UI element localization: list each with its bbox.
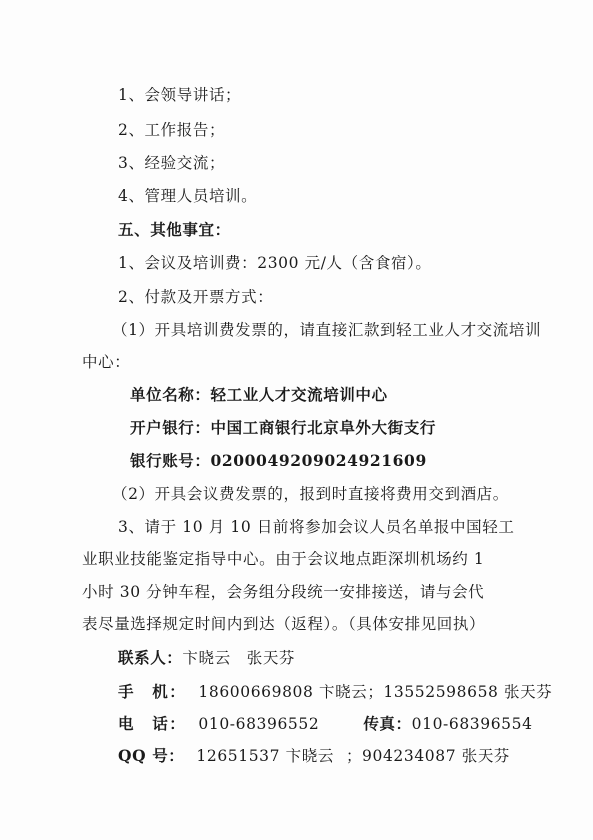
qq-value-2: ；904234087 张天芬 xyxy=(345,747,511,765)
item3-line4: 表尽量选择规定时间内到达（返程）。（具体安排见回执） xyxy=(82,615,486,633)
payment-p1-line1: （1）开具培训费发票的，请直接汇款到轻工业人才交流培训 xyxy=(112,321,542,339)
phone-value: 010-68396552 xyxy=(198,715,320,733)
agenda-item-1: 1、会领导讲话； xyxy=(118,86,242,104)
payment-p2: （2）开具会议费发票的，报到时直接将费用交到酒店。 xyxy=(112,485,509,503)
mobile-value-1: 18600669808 卞晓云 xyxy=(198,683,368,701)
payment-p1-line2: 中心： xyxy=(82,353,131,371)
agenda-item-3: 3、经验交流； xyxy=(118,154,226,172)
unit-name-label: 单位名称： xyxy=(130,385,211,404)
item3-line1: 3、请于 10 月 10 日前将参加会议人员名单报中国轻工 xyxy=(118,518,515,536)
contact-person-row xyxy=(118,648,295,668)
fax-label: 传真： xyxy=(363,714,412,733)
phone-row xyxy=(118,714,533,734)
payment-item: 2、付款及开票方式： xyxy=(118,288,274,306)
account-row xyxy=(130,451,427,471)
account-label: 银行账号： xyxy=(130,451,211,470)
fee-item: 1、会议及培训费：2300 元/人（含食宿）。 xyxy=(118,254,432,272)
qq-value-1: 12651537 卞晓云 xyxy=(196,747,334,765)
item3-line2: 业职业技能鉴定指导中心。由于会议地点距深圳机场约 1 xyxy=(82,550,485,568)
bank-row xyxy=(130,418,436,438)
qq-row xyxy=(118,746,510,766)
mobile-value-2: ；13552598658 张天芬 xyxy=(367,683,553,701)
unit-name-row xyxy=(130,385,388,405)
bank-value: 中国工商银行北京阜外大街支行 xyxy=(210,418,436,437)
account-value: 0200049209024921609 xyxy=(210,451,427,470)
unit-name-value: 轻工业人才交流培训中心 xyxy=(210,385,388,404)
mobile-row xyxy=(118,682,552,702)
contact-person-label: 联系人： xyxy=(118,648,183,667)
fax-value: 010-68396554 xyxy=(411,715,533,733)
contact-person-value: 卞晓云 张天芬 xyxy=(182,649,296,667)
phone-label: 电 话： xyxy=(118,714,187,733)
qq-label: QQ 号： xyxy=(118,746,185,765)
mobile-label: 手 机： xyxy=(118,682,187,701)
section5-title: 五、其他事宜： xyxy=(118,220,231,239)
bank-label: 开户银行： xyxy=(130,418,211,437)
item3-line3: 小时 30 分钟车程，会务组分段统一安排接送，请与会代 xyxy=(82,583,485,601)
agenda-item-2: 2、工作报告； xyxy=(118,121,226,139)
agenda-item-4: 4、管理人员培训。 xyxy=(118,187,258,205)
